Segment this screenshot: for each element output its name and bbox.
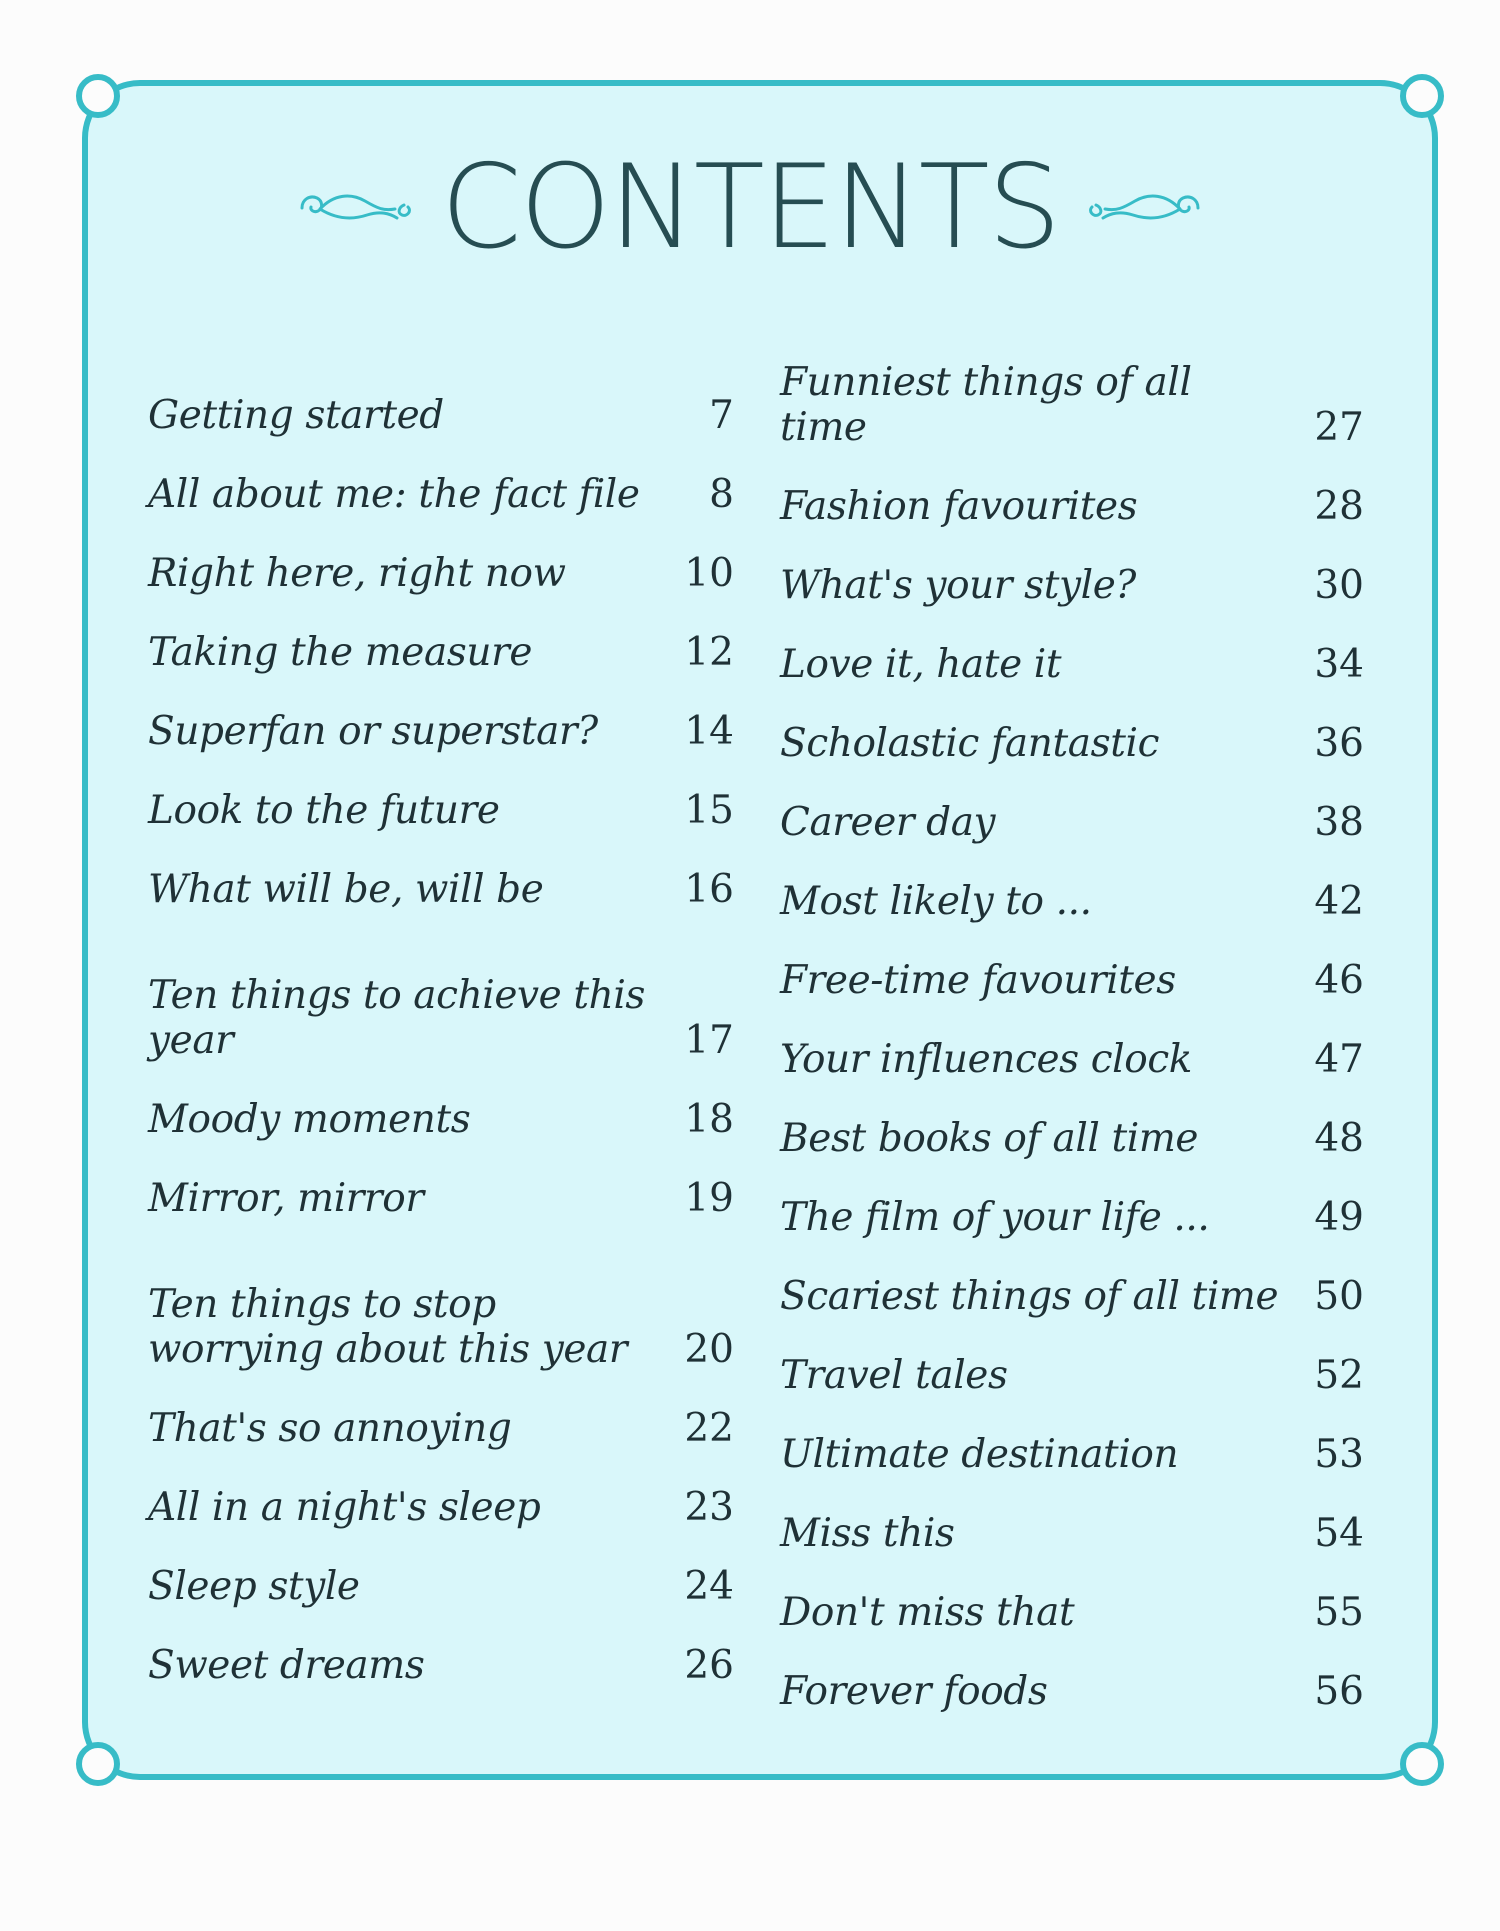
toc-entry-title: Travel tales [780,1353,1008,1399]
toc-entry-title: Taking the measure [148,629,533,675]
toc-entry[interactable] [148,1610,734,1688]
toc-entry-page: 10 [684,550,734,596]
toc-entry[interactable] [148,360,734,438]
toc-entry-page: 15 [684,787,734,833]
toc-entry-page: 36 [1314,721,1364,767]
toc-entry-page: 7 [709,392,734,438]
toc-entry-title: Sleep style [148,1563,360,1609]
toc-entry-page: 26 [684,1642,734,1688]
toc-entry[interactable] [148,1064,734,1142]
frame-corner-top-left [76,74,120,118]
toc-entry-title: Don't miss that [780,1590,1075,1636]
toc-entry-page: 55 [1314,1590,1364,1636]
toc-entry-title: All in a night's sleep [148,1484,541,1530]
toc-entry-page: 19 [684,1175,734,1221]
toc-entry-page: 56 [1314,1669,1364,1715]
frame-corner-top-right [1400,74,1444,118]
title-area [0,140,1500,275]
toc-entry-page: 16 [684,866,734,912]
toc-entry[interactable] [780,609,1364,687]
toc-entry-title: Sweet dreams [148,1642,425,1688]
toc-entry[interactable] [148,1222,734,1372]
toc-entry-page: 47 [1314,1037,1364,1083]
toc-entry-page: 49 [1314,1195,1364,1241]
toc-entry-title: Mirror, mirror [148,1175,424,1221]
toc-entry[interactable] [780,1241,1364,1319]
toc-entry[interactable] [780,530,1364,608]
toc-entry-page: 38 [1314,800,1364,846]
contents-left-column [148,360,734,1689]
toc-entry-title: Scholastic fantastic [780,721,1160,767]
toc-entry-title: Ten things to stop worrying about this year [148,1281,628,1372]
toc-entry-title: Look to the future [148,787,500,833]
toc-entry-title: What's your style? [780,563,1136,609]
toc-entry[interactable] [780,1004,1364,1082]
toc-entry-title: Best books of all time [780,1116,1199,1162]
toc-entry[interactable] [780,925,1364,1003]
toc-entry[interactable] [148,834,734,912]
toc-entry-title: What will be, will be [148,866,544,912]
toc-entry-title: Getting started [148,392,444,438]
frame-corner-bottom-left [76,1742,120,1786]
toc-entry-title: Scariest things of all time [780,1274,1279,1320]
toc-entry[interactable] [148,439,734,517]
toc-entry[interactable] [148,597,734,675]
toc-entry[interactable] [148,1452,734,1530]
toc-entry-title: Ultimate destination [780,1432,1179,1478]
toc-entry-page: 24 [684,1563,734,1609]
toc-entry-page: 12 [684,629,734,675]
toc-entry-page: 18 [684,1096,734,1142]
toc-entry-page: 52 [1314,1353,1364,1399]
toc-entry-title: Ten things to achieve this year [148,972,646,1063]
toc-entry-title: Right here, right now [148,550,566,596]
toc-entry-page: 27 [1314,405,1364,451]
toc-entry-title: Superfan or superstar? [148,708,598,754]
toc-entry[interactable] [780,1478,1364,1556]
toc-entry[interactable] [780,1399,1364,1477]
toc-entry-title: Career day [780,800,996,846]
toc-entry[interactable] [780,1162,1364,1240]
toc-entry-page: 23 [684,1484,734,1530]
toc-entry-page: 8 [709,471,734,517]
toc-entry-title: Love it, hate it [780,642,1062,688]
toc-entry-page: 50 [1314,1274,1364,1320]
toc-entry[interactable] [148,1531,734,1609]
toc-entry-title: Moody moments [148,1096,471,1142]
toc-entry-page: 46 [1314,958,1364,1004]
toc-entry-page: 28 [1314,484,1364,530]
toc-entry-title: Funniest things of all time [780,360,1192,451]
toc-entry-page: 53 [1314,1432,1364,1478]
toc-entry-page: 34 [1314,642,1364,688]
frame-corner-bottom-right [1400,1742,1444,1786]
toc-entry-title: Most likely to ... [780,879,1092,925]
toc-entry-title: Free-time favourites [780,958,1176,1004]
toc-entry-title: That's so annoying [148,1405,512,1451]
toc-entry[interactable] [780,1636,1364,1714]
toc-entry[interactable] [780,846,1364,924]
toc-entry-page: 20 [684,1326,734,1372]
toc-entry[interactable] [780,451,1364,529]
toc-entry-title: Fashion favourites [780,484,1138,530]
toc-entry-page: 17 [684,1017,734,1063]
toc-entry[interactable] [780,1320,1364,1398]
toc-entry-page: 54 [1314,1511,1364,1557]
toc-entry-title: Miss this [780,1511,955,1557]
toc-entry-title: The film of your life ... [780,1195,1210,1241]
toc-entry-page: 22 [684,1405,734,1451]
toc-entry[interactable] [780,360,1364,450]
toc-entry-title: Forever foods [780,1669,1048,1715]
page-title: CONTENTS [440,140,1060,275]
left-flourish-icon [292,178,422,238]
toc-entry[interactable] [148,913,734,1063]
contents-right-column [780,360,1364,1715]
toc-entry-title: All about me: the fact file [148,471,640,517]
toc-entry[interactable] [148,518,734,596]
toc-entry[interactable] [148,676,734,754]
toc-entry-page: 14 [684,708,734,754]
toc-entry[interactable] [780,1557,1364,1635]
toc-entry[interactable] [148,1373,734,1451]
toc-entry[interactable] [148,1143,734,1221]
toc-entry[interactable] [780,1083,1364,1161]
toc-entry-title: Your influences clock [780,1037,1193,1083]
toc-entry[interactable] [148,755,734,833]
toc-entry[interactable] [780,688,1364,766]
toc-entry[interactable] [780,767,1364,845]
right-flourish-icon [1078,178,1208,238]
toc-entry-page: 30 [1314,563,1364,609]
toc-entry-page: 42 [1314,879,1364,925]
toc-entry-page: 48 [1314,1116,1364,1162]
